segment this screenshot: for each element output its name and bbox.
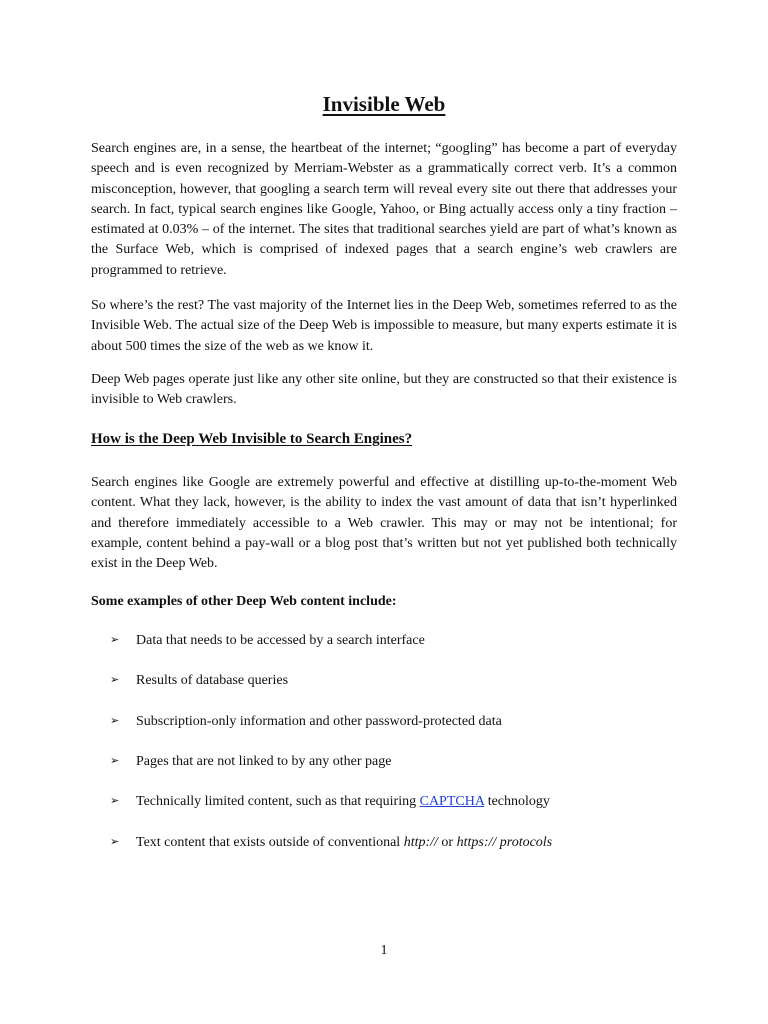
deep-web-paragraph: So where’s the rest? The vast majority of the Internet lies in the Deep Web, sometimes referred to as the Invisible Web. The actual size of the Deep Web is impossible to measure, but many experts estimate it is about 500 times the size of the web as we know it.: [91, 298, 677, 354]
list-item: [110, 751, 690, 772]
captcha-link[interactable]: CAPTCHA: [419, 794, 485, 809]
list-item: [110, 670, 690, 691]
arrow-bullet-icon: ➢: [110, 754, 120, 767]
list-item: [110, 630, 690, 651]
section-heading: How is the Deep Web Invisible to Search Engines?: [91, 431, 413, 447]
list-item-text: Data that needs to be accessed by a search interface: [136, 633, 425, 648]
list-item-connector: or: [437, 835, 457, 850]
page-title: Invisible Web: [322, 92, 446, 116]
list-item-text: Results of database queries: [136, 673, 289, 688]
list-item-text: Text content that exists outside of conventional: [136, 835, 404, 850]
examples-heading: Some examples of other Deep Web content include:: [91, 594, 397, 609]
arrow-bullet-icon: ➢: [110, 714, 120, 727]
arrow-bullet-icon: ➢: [110, 633, 120, 646]
intro-paragraph: Search engines are, in a sense, the heartbeat of the internet; “googling” has become a part of everyday speech and is even recognized by Merriam-Webster as a grammatically correct verb. It’s a common misconception, however, that googling a search term will reveal every site out there that addresses your search. In fact, typical search engines like Google, Yahoo, or Bing actually access only a tiny fraction – estimated at 0.03% – of the internet. The sites that traditional searches yield are part of what’s known as the Surface Web, which is comprised of indexed pages that a search engine’s web crawlers are programmed to retrieve.: [91, 141, 677, 278]
list-item-text: Technically limited content, such as that requiring: [136, 794, 420, 809]
invisible-pages-paragraph: Deep Web pages operate just like any other site online, but they are constructed so that their existence is invisible to Web crawlers.: [91, 372, 677, 408]
list-item: [110, 832, 690, 853]
list-item: [110, 711, 690, 732]
list-item: [110, 791, 690, 812]
list-item-text: Subscription-only information and other password-protected data: [136, 714, 502, 729]
arrow-bullet-icon: ➢: [110, 794, 120, 807]
https-protocol-text: https:// protocols: [456, 835, 553, 850]
arrow-bullet-icon: ➢: [110, 673, 120, 686]
list-item-text: Pages that are not linked to by any other page: [136, 754, 392, 769]
arrow-bullet-icon: ➢: [110, 835, 120, 848]
http-protocol-text: http://: [403, 835, 438, 850]
list-item-text-end: technology: [484, 794, 550, 809]
page-number: 1: [380, 943, 388, 958]
section-paragraph: Search engines like Google are extremely powerful and effective at distilling up-to-the-moment Web content. What they lack, however, is the ability to index the vast amount of data that isn’t hyperlinked and therefore immediately accessible to a Web crawler. This may or may not be intentional; for example, content behind a pay-wall or a blog post that’s written but not yet published both technically exist in the Deep Web.: [91, 475, 677, 572]
